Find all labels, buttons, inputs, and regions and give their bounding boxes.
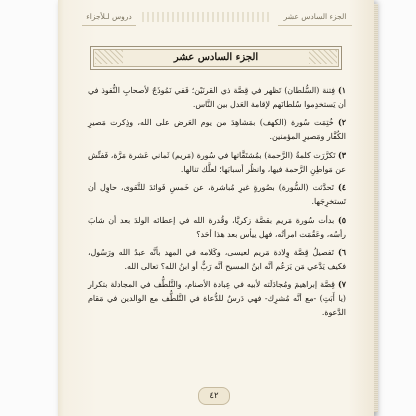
header-part-title: الجزء السادس عشر bbox=[278, 9, 352, 26]
paragraph-number: ٧) bbox=[338, 280, 346, 290]
paragraph-text: فِتنة (السُّلطان) تَظهر في قِصَّة ذي القرنَيْن؛ فَفي نَمُوذَجٌ لأصحابِ النُّفوذ في أن يَستخدِموا سُلطانَهم لإقامة العَدل بين النَّاس. bbox=[88, 86, 346, 109]
paragraph bbox=[88, 84, 346, 112]
paragraph-number: ٢) bbox=[338, 118, 346, 128]
book-page bbox=[58, 0, 374, 416]
page-edges bbox=[374, 4, 378, 412]
banner-ornament-right bbox=[309, 50, 337, 64]
page-number: ٤٢ bbox=[198, 387, 230, 405]
paragraph-text: بدأت سُورة مَريم بقصَّة زكريَّا، وقُدرة الله في إعطائه الولدَ بعد أن شابَ رأسُه، وعَقُمَت امرأتُه، فهل ييأس بعد هذا أحَد؟ bbox=[88, 215, 346, 239]
page-header bbox=[76, 0, 366, 30]
section-banner bbox=[90, 46, 342, 70]
paragraph-number: ٣) bbox=[338, 150, 346, 160]
paragraph bbox=[88, 181, 346, 209]
paragraph bbox=[88, 214, 346, 242]
header-book-title: دروس لـلأجزاء bbox=[82, 9, 136, 26]
paragraph bbox=[88, 149, 346, 177]
body-text bbox=[88, 84, 346, 325]
paragraph-text: خُتِمَت سُورة (الكهف) بمَشاهِدَ من يوم العَرض على الله، وذِكرت مَصيرِ الكُفَّار ومَصيرِ المؤمنين. bbox=[88, 118, 346, 142]
paragraph-text: تَكرَّرَت كلمةُ (الرَّحمة) بمُشتَقَّاتها في سُورة (مَريم) ثَماني عَشرة مَرَّة، فَفتِّش عن مَواطِنِ الرَّحمة فيها، وانظُر أسبابَها؛ لعلَّك تنالها. bbox=[88, 150, 346, 174]
paragraph-number: ٤) bbox=[338, 183, 346, 193]
paragraph bbox=[88, 116, 346, 144]
paragraph-text: تَحدَّثت (السُّورة) بصُورةٍ غيرِ مُباشرة، عن خَمسِ فَوائدَ للتَّقوى، حاوِل أن تَستخرِجَها. bbox=[88, 183, 346, 207]
section-title: الجزء السادس عشر bbox=[173, 52, 259, 63]
paragraph-number: ٥) bbox=[338, 215, 346, 225]
paragraph bbox=[88, 246, 346, 274]
paragraph-number: ٦) bbox=[338, 248, 346, 258]
paragraph bbox=[88, 278, 346, 320]
paragraph-text: قِصَّة إبراهيمَ ومُجادَلَته لأبيه في عِبادة الأصنام، والتَّلطُّف في المجادلة بتكرار (يا أَبَتِ) -مع أنَّه مُشرِك- فهي دَرسٌ للدُّعاة في التَّلطُّف مع الوالدين في مَقام الدَّعوة. bbox=[88, 280, 346, 318]
paragraph-text: تَفصيلُ قِصَّة وِلادة مَريم لعيسى، وكَلامه في المهد بأنَّه عبدُ الله ورَسُول، فكيف يَدَّعي مَن يَزعُم أنَّه ابنُ المسيح أنَّه رَبٌّ أو ابنُ الله؟ تعالى الله. bbox=[88, 248, 346, 271]
paragraph-number: ١) bbox=[338, 86, 346, 95]
header-ornament bbox=[142, 12, 270, 22]
banner-ornament-left bbox=[95, 50, 123, 64]
